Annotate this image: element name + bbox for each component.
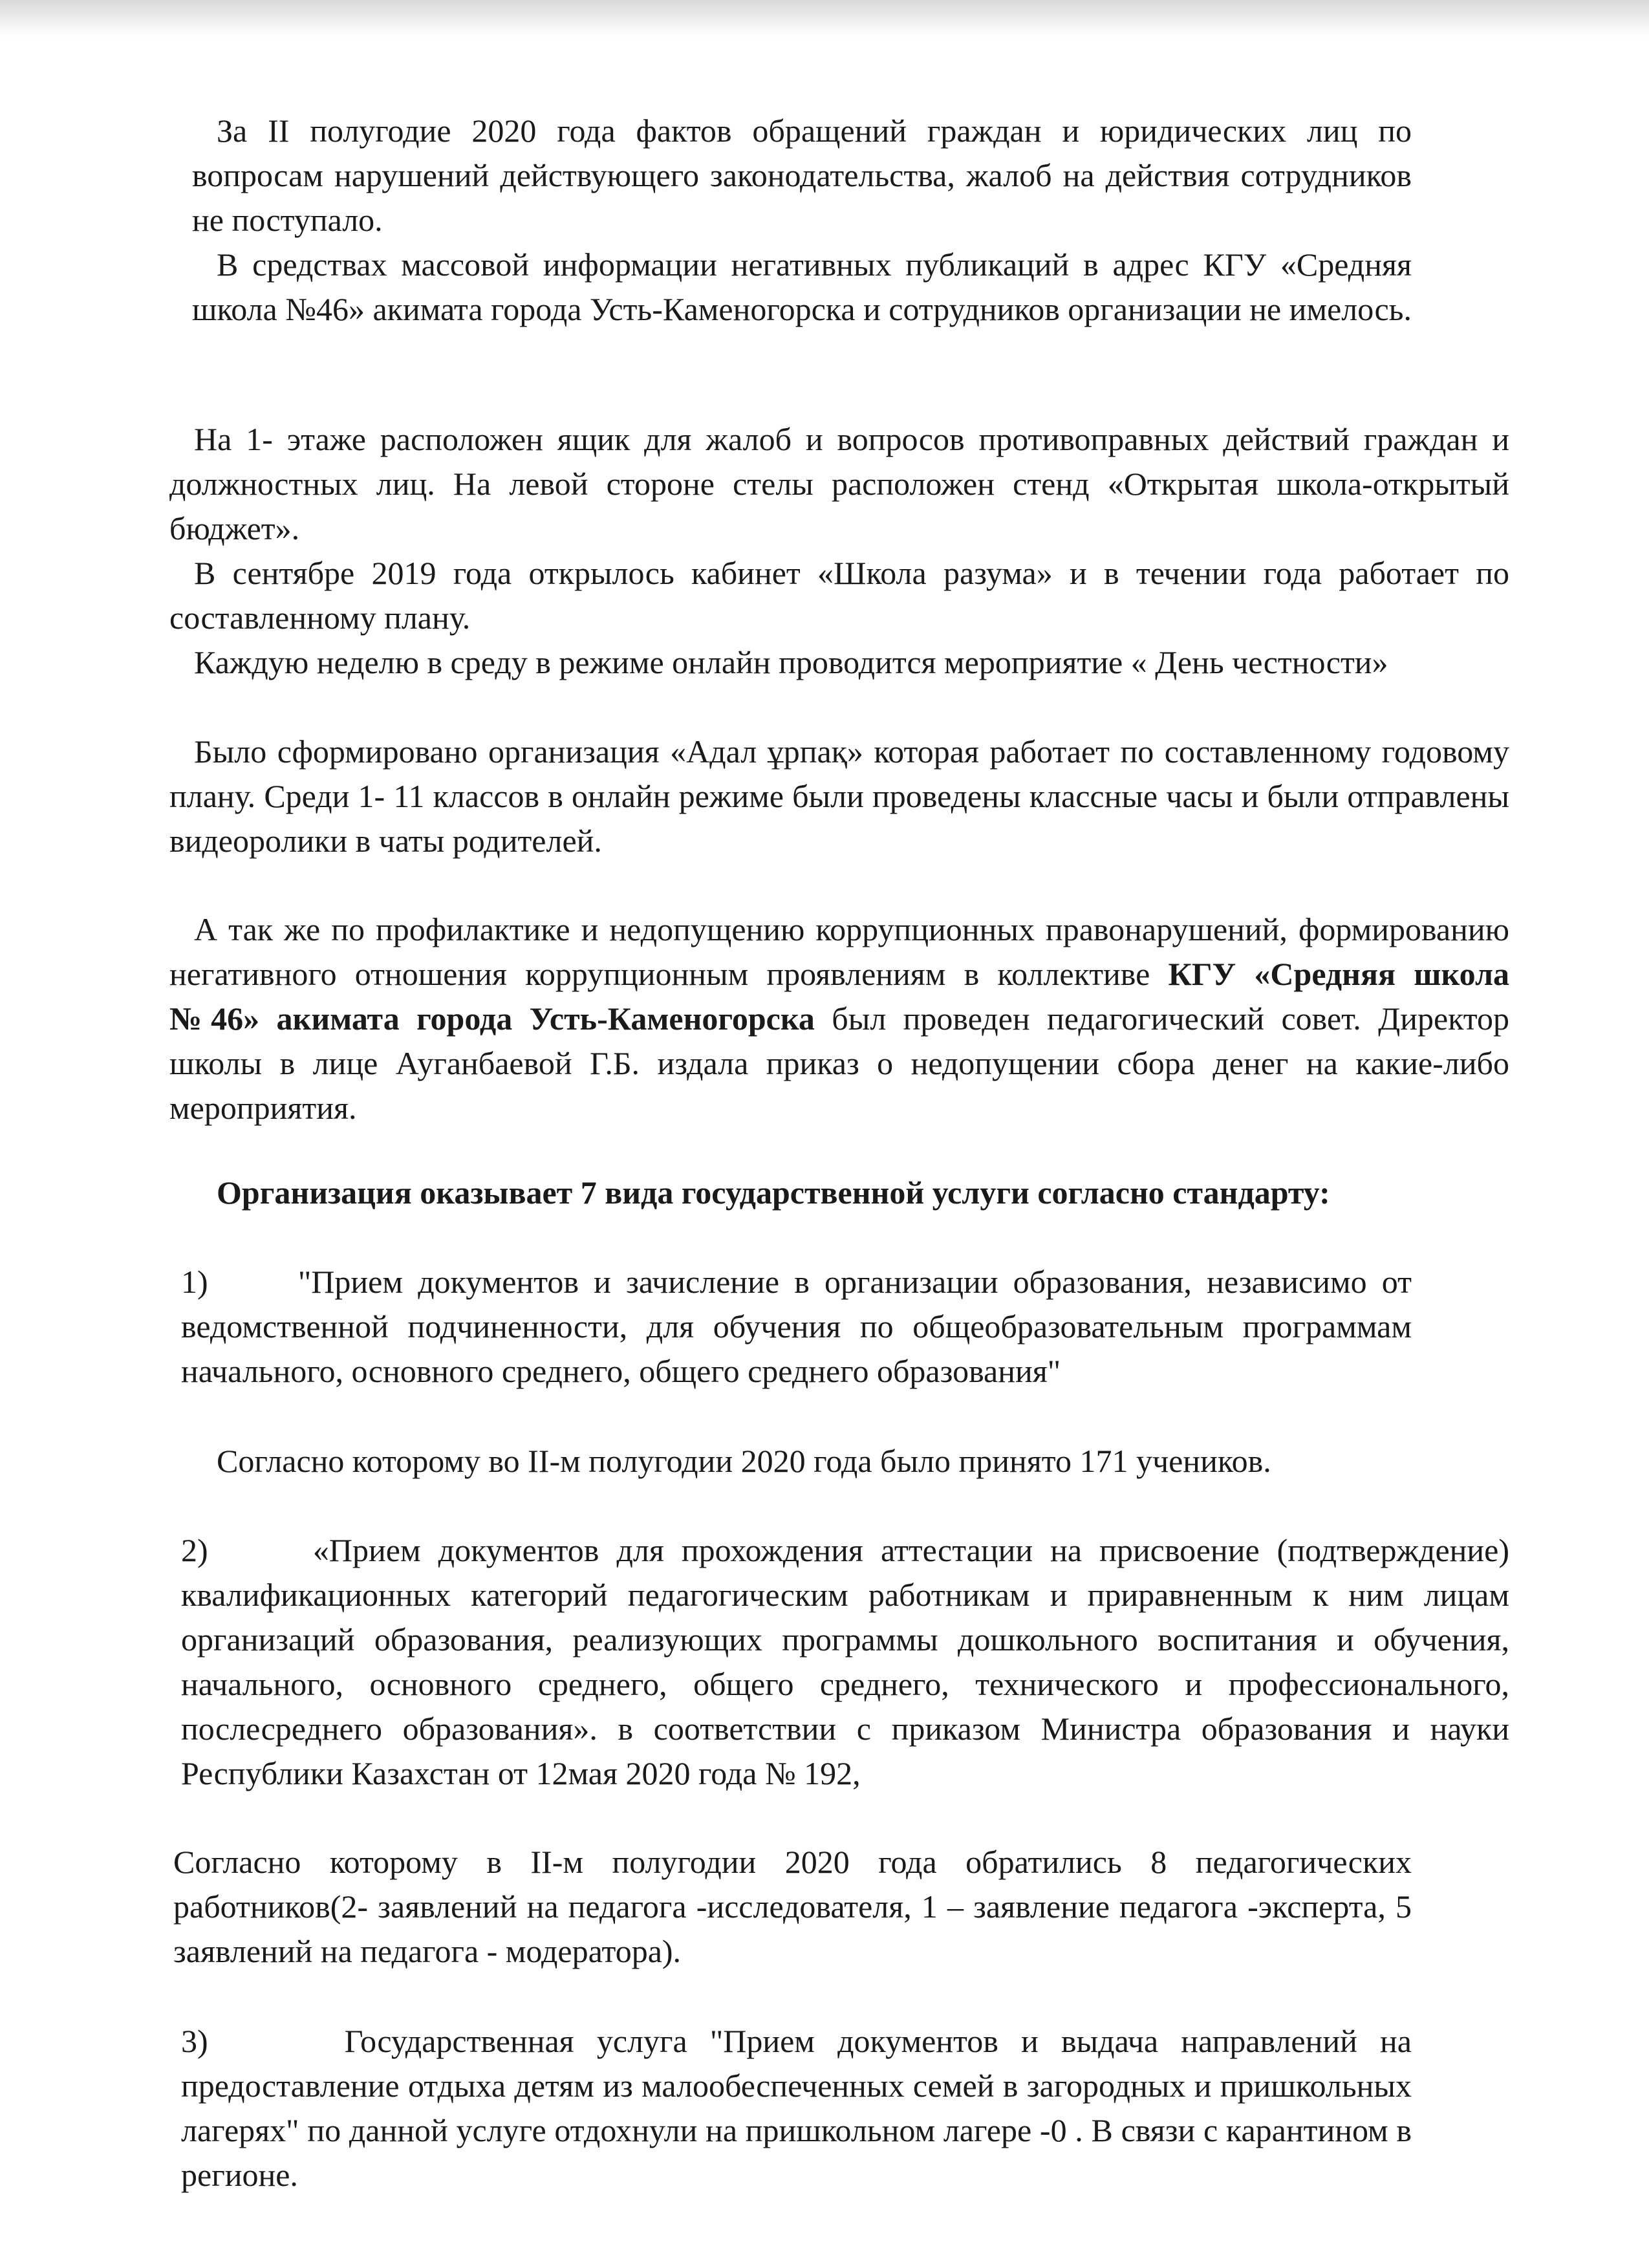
service-note-text: Согласно которому во II-м полугодии 2020 года было принято 171 учеников. [217,1443,1271,1479]
paragraph-text: На 1- этаже расположен ящик для жалоб и вопросов противоправных действий граждан и должностных лиц. На левой стороне стелы расположен стенд «Открытая школа-открытый бюджет». [169,421,1509,546]
paragraph-text [169,907,1509,1130]
scan-top-edge [0,0,1649,39]
paragraph-media [192,243,1412,332]
service-item-text: 2) «Прием документов для прохождения аттестации на присвоение (подтверждение) квалификационных категорий педагогическим работникам и приравненным к ним лицам организаций образования, реализующих программы дошкольного воспитания и обучения, начального, основного среднего, общего среднего, технического и профессионального, послесреднего образования». в соответствии с приказом Министра образования и науки Республики Казахстан от 12мая 2020 года № 192, [181,1532,1518,1791]
service-item-1 [181,1260,1420,1394]
paragraph-text: Каждую неделю в среду в режиме онлайн проводится мероприятие « День честности» [194,644,1388,680]
paragraph-text: В сентябре 2019 года открылось кабинет «Школа разума» и в течении года работает по составленному плану. [169,555,1509,636]
service-item-2 [181,1528,1518,1796]
service-item-1-note [217,1439,1412,1484]
service-note-text: Согласно которому в II-м полугодии 2020 года обратились 8 педагогических работников(2- заявлений на педагога -исследователя, 1 – заявление педагога -эксперта, 5 заявлений на педагога - модератора). [173,1844,1412,1969]
paragraph-complaint-box [169,417,1509,551]
paragraph-text: За II полугодие 2020 года фактов обращений граждан и юридических лиц по вопросам нарушений действующего законодательства, жалоб на действия сотрудников не поступало. [192,113,1412,238]
paragraph-text: В средствах массовой информации негативных публикаций в адрес КГУ «Средняя школа №46» акимата города Усть-Каменогорска и сотрудников организации не имелось. [192,246,1412,327]
service-item-text: 3) Государственная услуга "Прием документов и выдача направлений на предоставление отдыха детям из малообеспеченных семей в загородных и пришкольных лагерях" по данной услуге отдохнули на пришкольном лагере -0 . В связи с карантином в регионе. [181,2023,1420,2193]
school-name-bold: КГУ «Средняя школа №46» акимата города Усть-Каменогорска [169,956,1509,1037]
service-item-2-note [173,1840,1412,1974]
services-heading [192,1171,1412,1215]
paragraph-appeals [192,109,1412,243]
paragraph-honesty-day [169,640,1509,685]
paragraph-adal-urpak [169,729,1509,863]
service-item-text: 1) "Прием документов и зачисление в организации образования, независимо от ведомственной подчиненности, для обучения по общеобразовательным программам начального, основного среднего, общего среднего образования" [181,1264,1420,1389]
paragraph-text-start: А так же по профилактике и недопущению коррупционных правонарушений, формированию негативного отношения коррупционным проявлениям в коллективе [169,911,1509,992]
service-item-3 [181,2019,1420,2198]
paragraph-text: Было сформировано организация «Адал ұрпақ» которая работает по составленному годовому плану. Среди 1- 11 классов в онлайн режиме были проведены классные часы и были отправлены видеоролики в чаты родителей. [169,733,1509,859]
heading-text: Организация оказывает 7 вида государственной услуги согласно стандарту: [217,1174,1330,1211]
paragraph-anticorruption [169,907,1509,1130]
paragraph-text-end: был проведен педагогический совет. Директор школы в лице Ауганбаевой Г.Б. издала приказ о недопущении сбора денег на какие-либо мероприятия. [169,1000,1509,1126]
paragraph-school-of-mind [169,551,1509,640]
